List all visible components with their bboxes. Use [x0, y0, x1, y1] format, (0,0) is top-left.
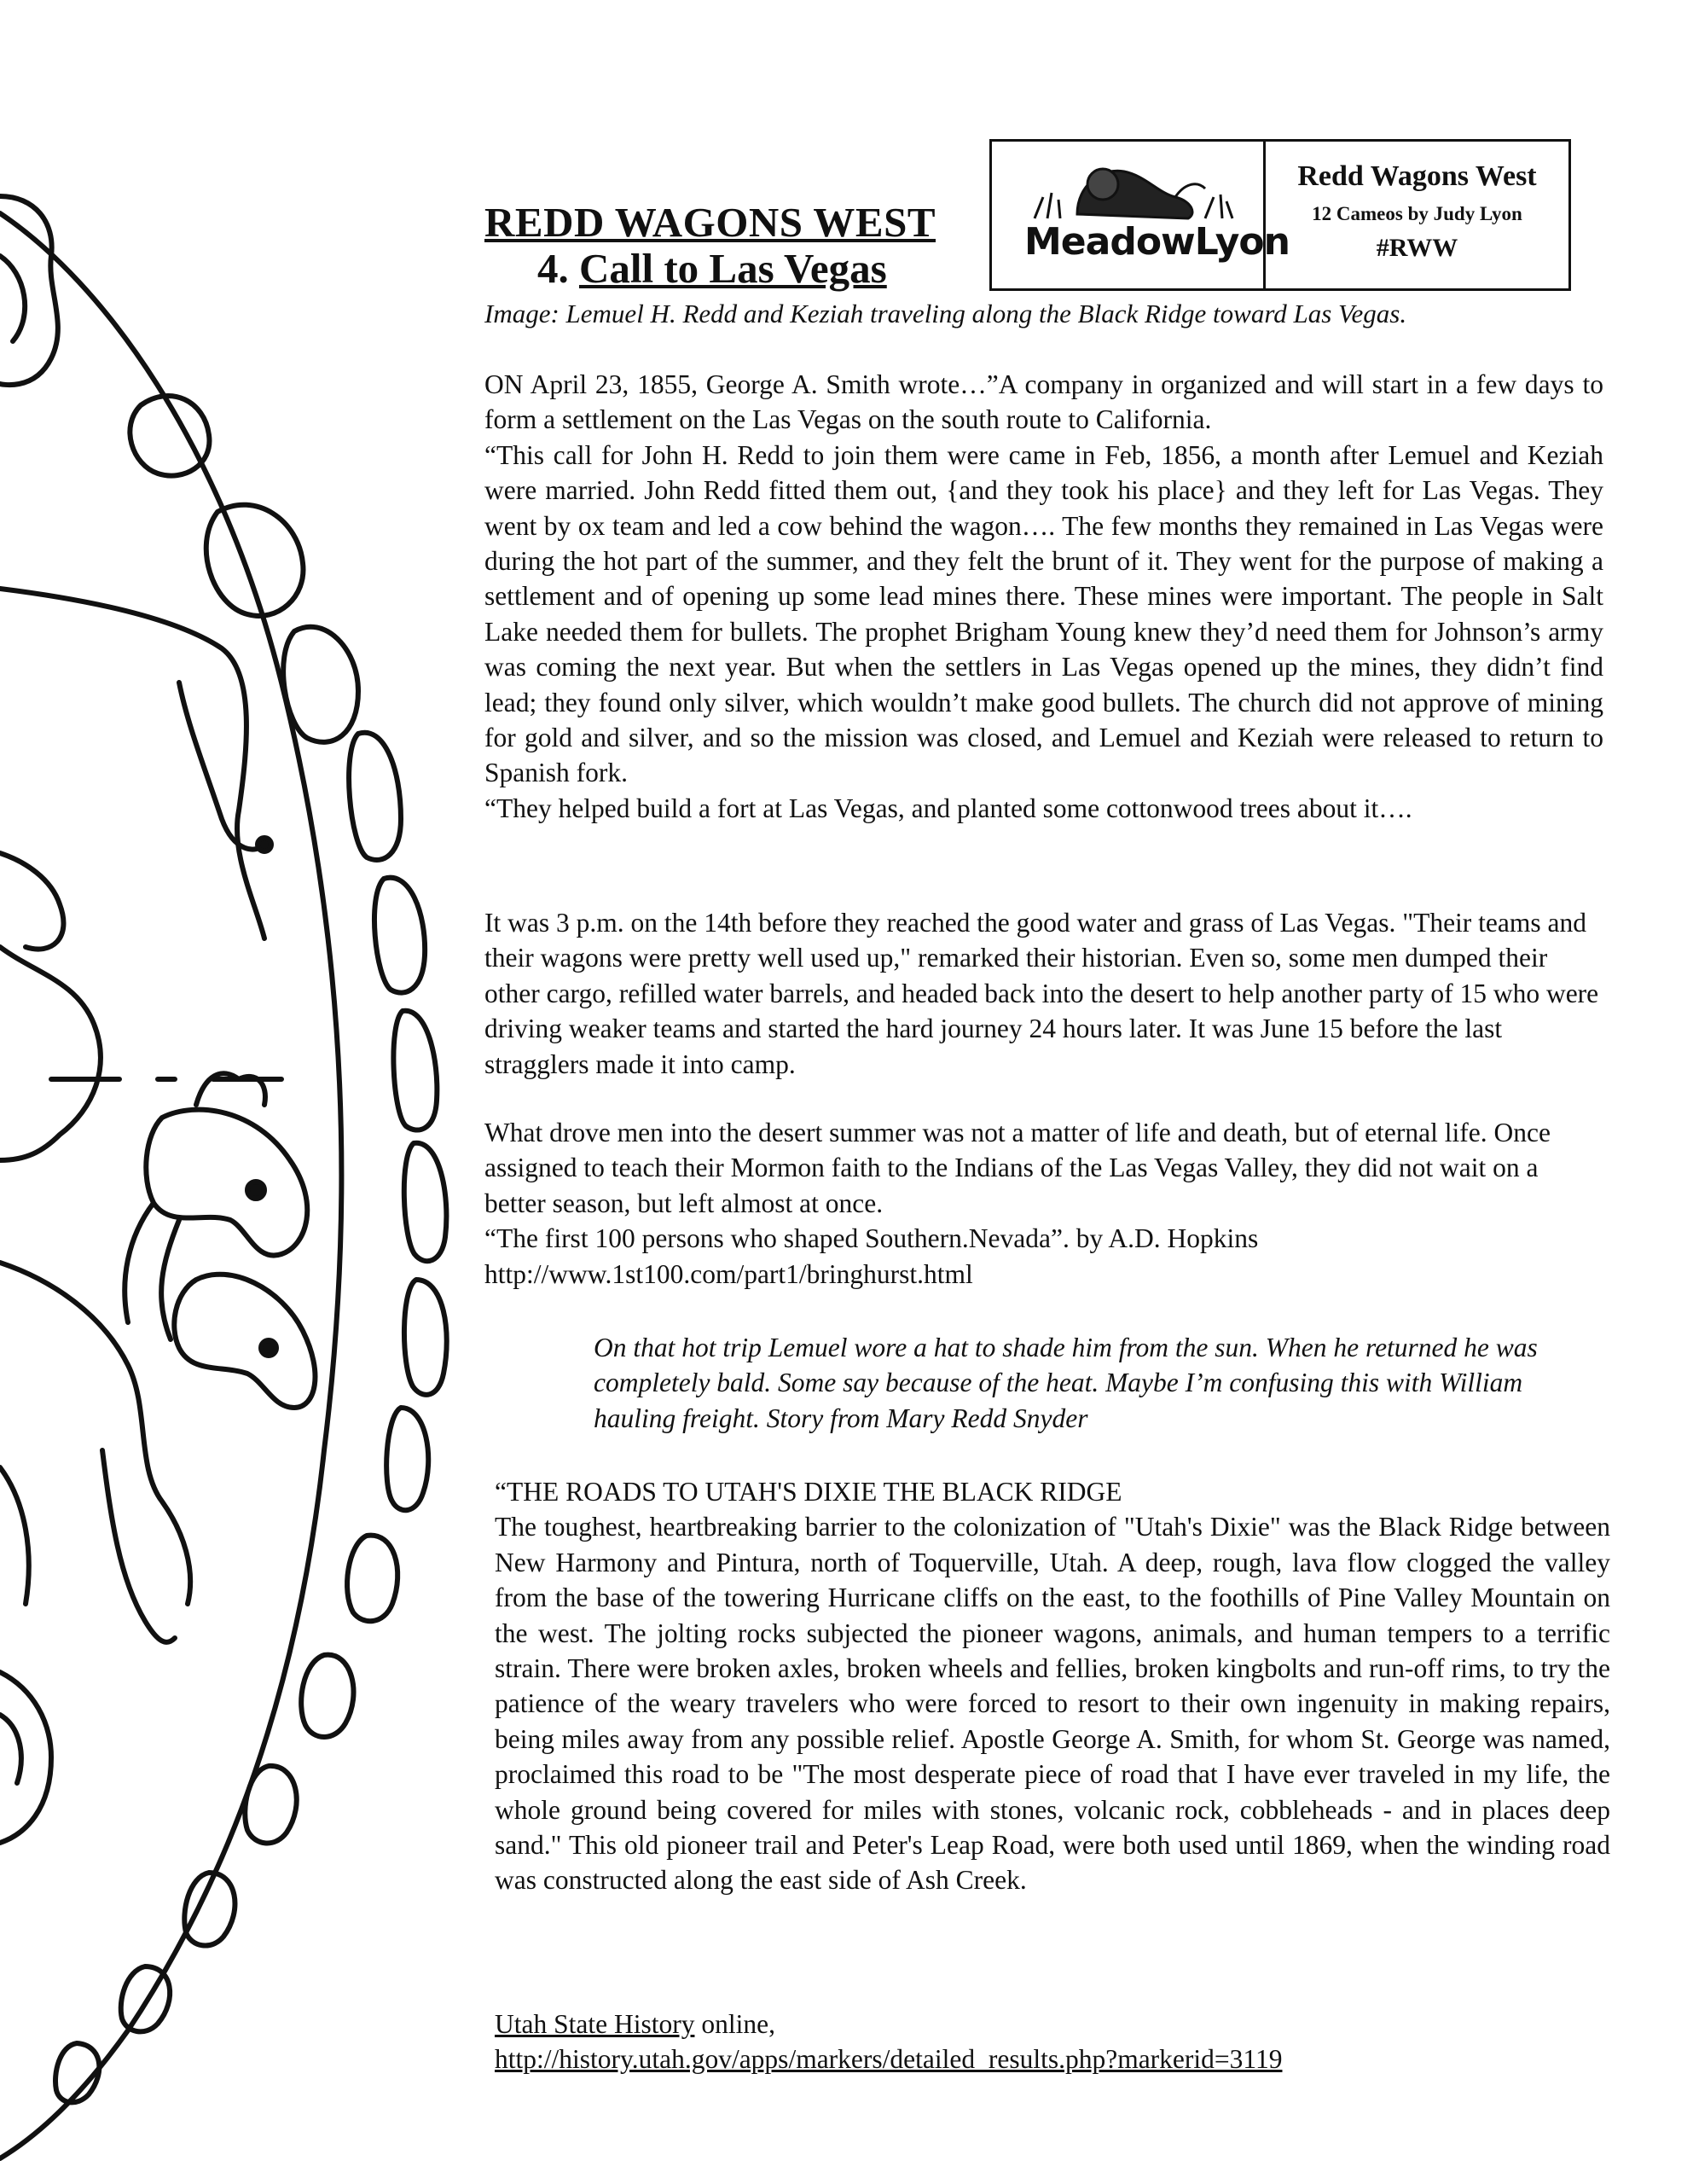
- document-title: REDD WAGONS WEST: [484, 199, 936, 246]
- series-info: [1266, 142, 1568, 288]
- paragraph: It was 3 p.m. on the 14th before they reached the good water and grass of Las Vegas. "Their teams and their wagons were pretty well used up," remarked their historian. Even so, some men dumped their other cargo, refilled water barrels, and headed back into the desert to help another party of 15 who were driving weaker teams and started the hard journey 24 hours later. It was June 15 before the last stragglers made it into camp.: [484, 908, 1599, 1079]
- series-hashtag: #RWW: [1376, 234, 1458, 262]
- rock-shape: [349, 733, 401, 860]
- rock-shape: [347, 1536, 397, 1622]
- paragraph: The toughest, heartbreaking barrier to the colonization of "Utah's Dixie" was the Black Ridge between New Harmony and Pintura, north of Toquerville, Utah. A deep, rough, lava flow clogged the valley from the base of the towering Hurricane cliffs on the east, to the foothills of Pine Valley Mountain on the west. The jolting rocks subjected the pioneer wagons, animals, and human tempers to a terrific strain. There were broken axles, broken wheels and fellies, broken kingbolts and run-off rims, to try the patience of the weary travelers who were forced to resort to their own ingenuity in making repairs, being miles away from any possible relief. Apostle George A. Smith, for whom St. George was named, proclaimed this road to be "The most desperate piece of road that I have ever traveled in my life, the whole ground being covered for miles with stones, volcanic rock, cobbleheads - and in places deep sand." This old pioneer trail and Peter's Leap Road, were both used until 1869, when the winding road was constructed along the east side of Ash Creek.: [495, 1512, 1610, 1896]
- series-title: Redd Wagons West: [1297, 160, 1537, 192]
- horse-eye: [261, 1340, 276, 1356]
- wagon-line-art-illustration: [0, 0, 478, 2184]
- horse-leg: [102, 1450, 175, 1642]
- horse-head: [146, 1110, 307, 1256]
- rock-shape: [393, 1011, 437, 1130]
- series-subtitle: 12 Cameos by Judy Lyon: [1312, 203, 1522, 224]
- source-suffix: online,: [694, 2009, 775, 2039]
- paragraph: “They helped build a fort at Las Vegas, and planted some cottonwood trees about it….: [484, 793, 1412, 823]
- paragraph: What drove men into the desert summer was not a matter of life and death, but of eternal life. Once assigned to teach their Mormon faith to the Indians of the Las Vegas Valley, they did not wait on a better season, but left almost at once.: [484, 1118, 1551, 1218]
- road-end-dot: [258, 838, 271, 851]
- paragraph: “This call for John H. Redd to join them were came in Feb, 1856, a month after Lemuel and Keziah were married. John Redd fitted them out, {and they took his place} and they left for Las Vegas. They went by ox team and led a cow behind the wagon…. The few months they remained in Las Vegas were during the hot part of the summer, and they felt the brunt of it. They went for the purpose of making a settlement and of opening up some lead mines there. These mines were important. The people in Salt Lake needed them for bullets. The prophet Brigham Young knew they’d need them for Johnson’s army was coming the next year. But when the settlers in Las Vegas opened up the mines, they didn’t find lead; they found only silver, which wouldn’t make good bullets. The church did not approve of mining for gold and silver, and so the mission was closed, and Lemuel and Keziah were released to return to Spanish fork.: [484, 439, 1603, 788]
- cloud-shape: [0, 196, 58, 385]
- series-logo-box: [989, 139, 1571, 291]
- rock-shape: [206, 505, 304, 616]
- horse-eye: [247, 1182, 264, 1199]
- rock-shape: [404, 1280, 447, 1395]
- rock-shape: [283, 627, 358, 742]
- horse-leg: [0, 1467, 29, 1604]
- image-caption: Image: Lemuel H. Redd and Keziah traveling along the Black Ridge toward Las Vegas.: [484, 299, 1407, 328]
- source-link[interactable]: Utah State History: [495, 2009, 695, 2039]
- rock-shape: [245, 1766, 296, 1844]
- road-line: [179, 682, 264, 850]
- rock-shape: [301, 1655, 353, 1737]
- cloud-shape: [0, 256, 25, 341]
- intro-section: [484, 367, 1603, 826]
- chapter-name: Call to Las Vegas: [579, 245, 887, 292]
- citation-url: http://www.1st100.com/part1/bringhurst.html: [484, 1258, 973, 1289]
- source-url-link[interactable]: http://history.utah.gov/apps/markers/detailed_results.php?markerid=3119: [495, 2044, 1283, 2075]
- section-heading: “THE ROADS TO UTAH'S DIXIE THE BLACK RIDGE: [495, 1477, 1122, 1507]
- chapter-number: 4.: [537, 245, 569, 292]
- wheel-arc: [0, 1715, 21, 1783]
- rock-shape: [404, 1143, 447, 1261]
- motivation-section: [484, 1115, 1603, 1292]
- rider-body: [0, 947, 101, 1160]
- meadowlyon-logo: [992, 142, 1290, 288]
- citation: “The first 100 persons who shaped Southern.Nevada”. by A.D. Hopkins: [484, 1223, 1259, 1254]
- paragraph: ON April 23, 1855, George A. Smith wrote…”A company in organized and will start in a few days to form a settlement on the Las Vegas on the south route to California.: [484, 369, 1603, 435]
- black-ridge-section: [495, 1474, 1610, 1898]
- family-story-quote: On that hot trip Lemuel wore a hat to shade him from the sun. When he returned he was completely bald. Some say because of the heat. Maybe I’m confusing this with William hauling freight. Story from Mary Redd Snyder: [594, 1333, 1538, 1433]
- wheel-arc: [0, 1672, 51, 1843]
- lion-icon: [1009, 150, 1248, 227]
- rider-hat: [0, 853, 63, 950]
- brand-name: MeadowLyon: [1024, 220, 1290, 264]
- horse-head: [174, 1275, 315, 1408]
- rock-shape: [386, 1408, 428, 1510]
- hill-line: [0, 589, 264, 938]
- source-reference: [495, 2007, 1282, 2077]
- arrival-section: [484, 905, 1603, 1082]
- horse-neck: [125, 1203, 179, 1339]
- rock-shape: [374, 878, 425, 993]
- chapter-title: [537, 244, 887, 293]
- wagon-cover-arc: [0, 213, 341, 2158]
